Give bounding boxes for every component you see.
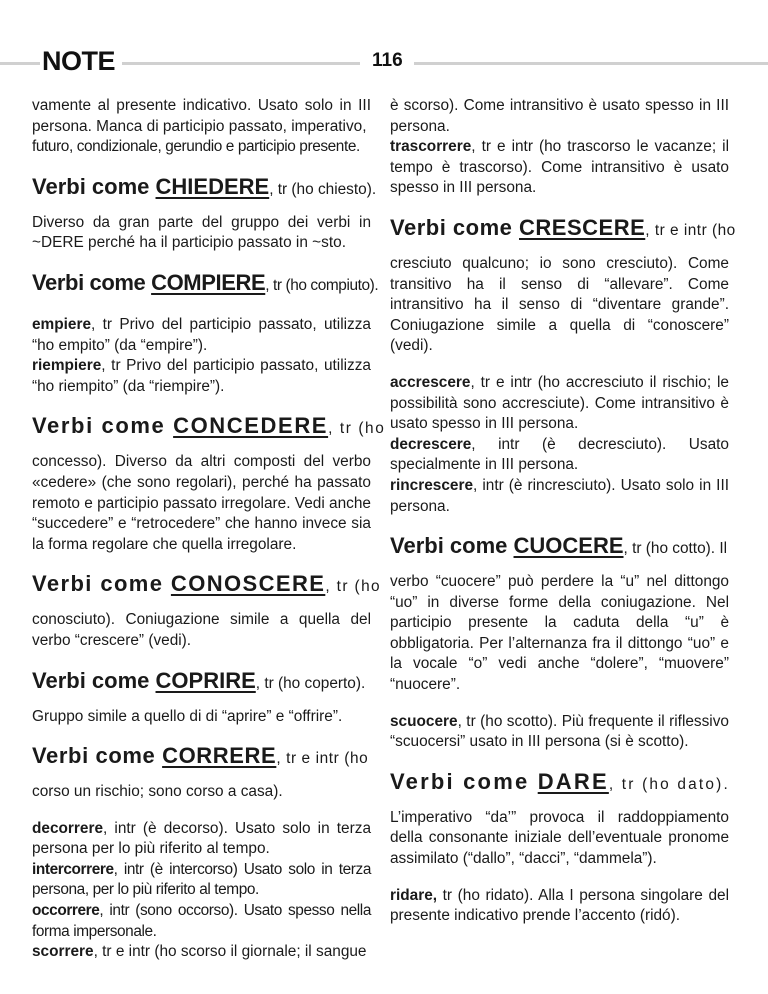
header-rule-middle xyxy=(122,62,360,65)
paragraph: futuro, condizionale, gerundio e participio presente. xyxy=(32,138,360,156)
entry-text: , intr (sono occorso). Usato spesso nella forma impersonale. xyxy=(32,902,371,940)
heading-tail: , tr e intr (ho xyxy=(276,750,369,768)
heading-keyword: CRESCERE xyxy=(519,214,646,240)
entry-ridare xyxy=(390,886,729,927)
heading-keyword: CORRERE xyxy=(162,743,277,769)
heading-prefix: Verbi come xyxy=(32,667,156,693)
entry-occorrere xyxy=(32,901,371,942)
right-column xyxy=(390,96,736,927)
entry-term: riempiere xyxy=(32,357,102,375)
entry-scorrere xyxy=(32,942,371,963)
paragraph: vamente al presente indicativo. Usato solo in III persona. Manca di participio passato, imperativo, xyxy=(32,97,371,135)
entry-text: , tr Privo del participio passato, utilizza “ho riempito” (da “riempire”). xyxy=(32,357,371,395)
heading-crescere xyxy=(390,214,736,244)
page-number: 116 xyxy=(372,50,403,71)
entry-term: decorrere xyxy=(32,819,104,837)
heading-tail: , tr (ho cotto). Il xyxy=(623,540,728,558)
page-title: NOTE xyxy=(42,46,116,76)
header-rule-left xyxy=(0,62,40,65)
heading-tail: , tr (ho xyxy=(328,420,386,438)
entry-text: , intr (è rincresciuto). Usato solo in III persona. xyxy=(390,476,729,515)
entry-text: , intr (è intercorso) Usato solo in terza persona, per lo più riferito al tempo. xyxy=(32,860,371,899)
entry-text: , tr e intr (ho accresciuto il rischio; le possibilità sono accresciute). Come intransitivo è usato spesso in III persona. xyxy=(390,373,729,433)
entry-term: decrescere xyxy=(390,435,472,453)
paragraph: Gruppo simile a quello di di “aprire” e “offrire”. xyxy=(32,707,343,725)
heading-cuocere xyxy=(390,533,729,562)
heading-tail: , tr (ho chiesto). xyxy=(269,180,377,198)
heading-prefix: Verbi come xyxy=(32,743,163,769)
heading-dare xyxy=(390,769,729,798)
heading-keyword: CUOCERE xyxy=(513,533,624,559)
entry-rincrescere xyxy=(390,476,729,517)
entry-scuocere xyxy=(390,712,729,753)
heading-tail: , tr (ho compiuto). xyxy=(265,276,379,294)
entry-term: trascorrere xyxy=(390,138,472,156)
heading-prefix: Verbi come xyxy=(390,533,514,559)
heading-compiere xyxy=(32,269,379,299)
heading-keyword: COMPIERE xyxy=(151,269,266,295)
entry-trascorrere xyxy=(390,137,729,199)
entry-term: rincrescere xyxy=(390,476,474,494)
heading-chiedere xyxy=(32,173,377,203)
header-rule-right xyxy=(414,62,768,65)
heading-keyword: CONCEDERE xyxy=(173,413,329,439)
entry-text: , intr (è decresciuto). Usato specialmente in III persona. xyxy=(390,435,729,474)
heading-prefix: Verbi come xyxy=(390,768,538,794)
heading-correre xyxy=(32,743,371,772)
heading-keyword: COPRIRE xyxy=(155,667,256,693)
entry-term: empiere xyxy=(32,315,92,333)
entry-term: ridare, xyxy=(390,886,438,904)
paragraph: corso un rischio; sono corso a casa). xyxy=(32,783,283,801)
paragraph: conosciuto). Coniugazione simile a quella del verbo “crescere” (vedi). xyxy=(32,611,371,649)
heading-prefix: Verbi come xyxy=(32,269,152,295)
heading-keyword: DARE xyxy=(537,768,609,794)
heading-conoscere xyxy=(32,571,381,600)
entry-term: occorrere xyxy=(32,902,100,920)
paragraph: è scorso). Come intransitivo è usato spesso in III persona. xyxy=(390,97,729,135)
entry-intercorrere xyxy=(32,860,371,901)
paragraph: cresciuto qualcuno; io sono cresciuto). Come transitivo ha il senso di “allevare”. Come intransitivo ha il senso di “diventare grande”. Coniugazione simile a quella di “conoscere” (vedi). xyxy=(390,254,729,355)
heading-tail: , tr (ho xyxy=(325,578,381,596)
entry-text: , tr Privo del participio passato, utilizza “ho empito” (da “empire”). xyxy=(32,315,371,354)
entry-riempiere xyxy=(32,356,371,397)
entry-term: scorrere xyxy=(32,943,94,961)
heading-keyword: CHIEDERE xyxy=(155,173,270,199)
entry-term: intercorrere xyxy=(32,860,114,878)
entry-text: , tr e intr (ho scorso il giornale; il sangue xyxy=(93,943,367,961)
entry-term: accrescere xyxy=(390,373,471,391)
entry-text: tr (ho ridato). Alla I persona singolare del presente indicativo prende l’accento (ridó). xyxy=(390,886,729,925)
entry-text: , tr e intr (ho trascorso le vacanze; il tempo è trascorso). Come intransitivo è usato spesso in III persona. xyxy=(390,138,729,197)
heading-tail: , tr e intr (ho xyxy=(645,221,736,239)
heading-tail: , tr (ho coperto). xyxy=(255,674,366,692)
heading-prefix: Verbi come xyxy=(390,214,520,240)
entry-decrescere xyxy=(390,435,729,476)
heading-prefix: Verbi come xyxy=(32,173,156,199)
heading-tail: , tr (ho dato). xyxy=(608,775,730,793)
heading-coprire xyxy=(32,668,371,697)
paragraph: verbo “cuocere” può perdere la “u” nel dittongo “uo” in diverse forme della coniugazione. Nel participio presente la caduta della “u” è obbligatoria. Per l’alternanza fra il dittongo “uo” e la vocale “o” vedi anche “dolere”, “muovere” “nuocere”. xyxy=(390,573,729,694)
entry-accrescere xyxy=(390,373,729,435)
entry-decorrere xyxy=(32,819,371,860)
entry-term: scuocere xyxy=(390,712,458,730)
heading-prefix: Verbi come xyxy=(32,571,171,597)
entry-empiere xyxy=(32,315,371,356)
paragraph: L’imperativo “da’” provoca il raddoppiamento della consonante iniziale dell’eventuale pronome assimilato (“dallo”, “dacci”, “dammela”). xyxy=(390,808,729,868)
entry-text: , intr (è decorso). Usato solo in terza persona per lo più riferito al tempo. xyxy=(32,819,371,858)
heading-concedere xyxy=(32,413,386,442)
paragraph: concesso). Diverso da altri composti del verbo «cedere» (che sono regolari), perché ha passato remoto e participio passato irregolare. Vedi anche “succedere” e “retrocedere” che hanno invece sia la forma regolare che quella irregolare. xyxy=(32,453,371,553)
paragraph: Diverso da gran parte del gruppo dei verbi in ~DERE perché ha il participio passato in ~sto. xyxy=(32,213,371,252)
heading-keyword: CONOSCERE xyxy=(170,571,326,597)
entry-text: , tr (ho scotto). Più frequente il riflessivo “scuocersi” usato in III persona (si è scotto). xyxy=(390,712,729,751)
left-column xyxy=(32,96,386,963)
heading-prefix: Verbi come xyxy=(32,413,174,439)
